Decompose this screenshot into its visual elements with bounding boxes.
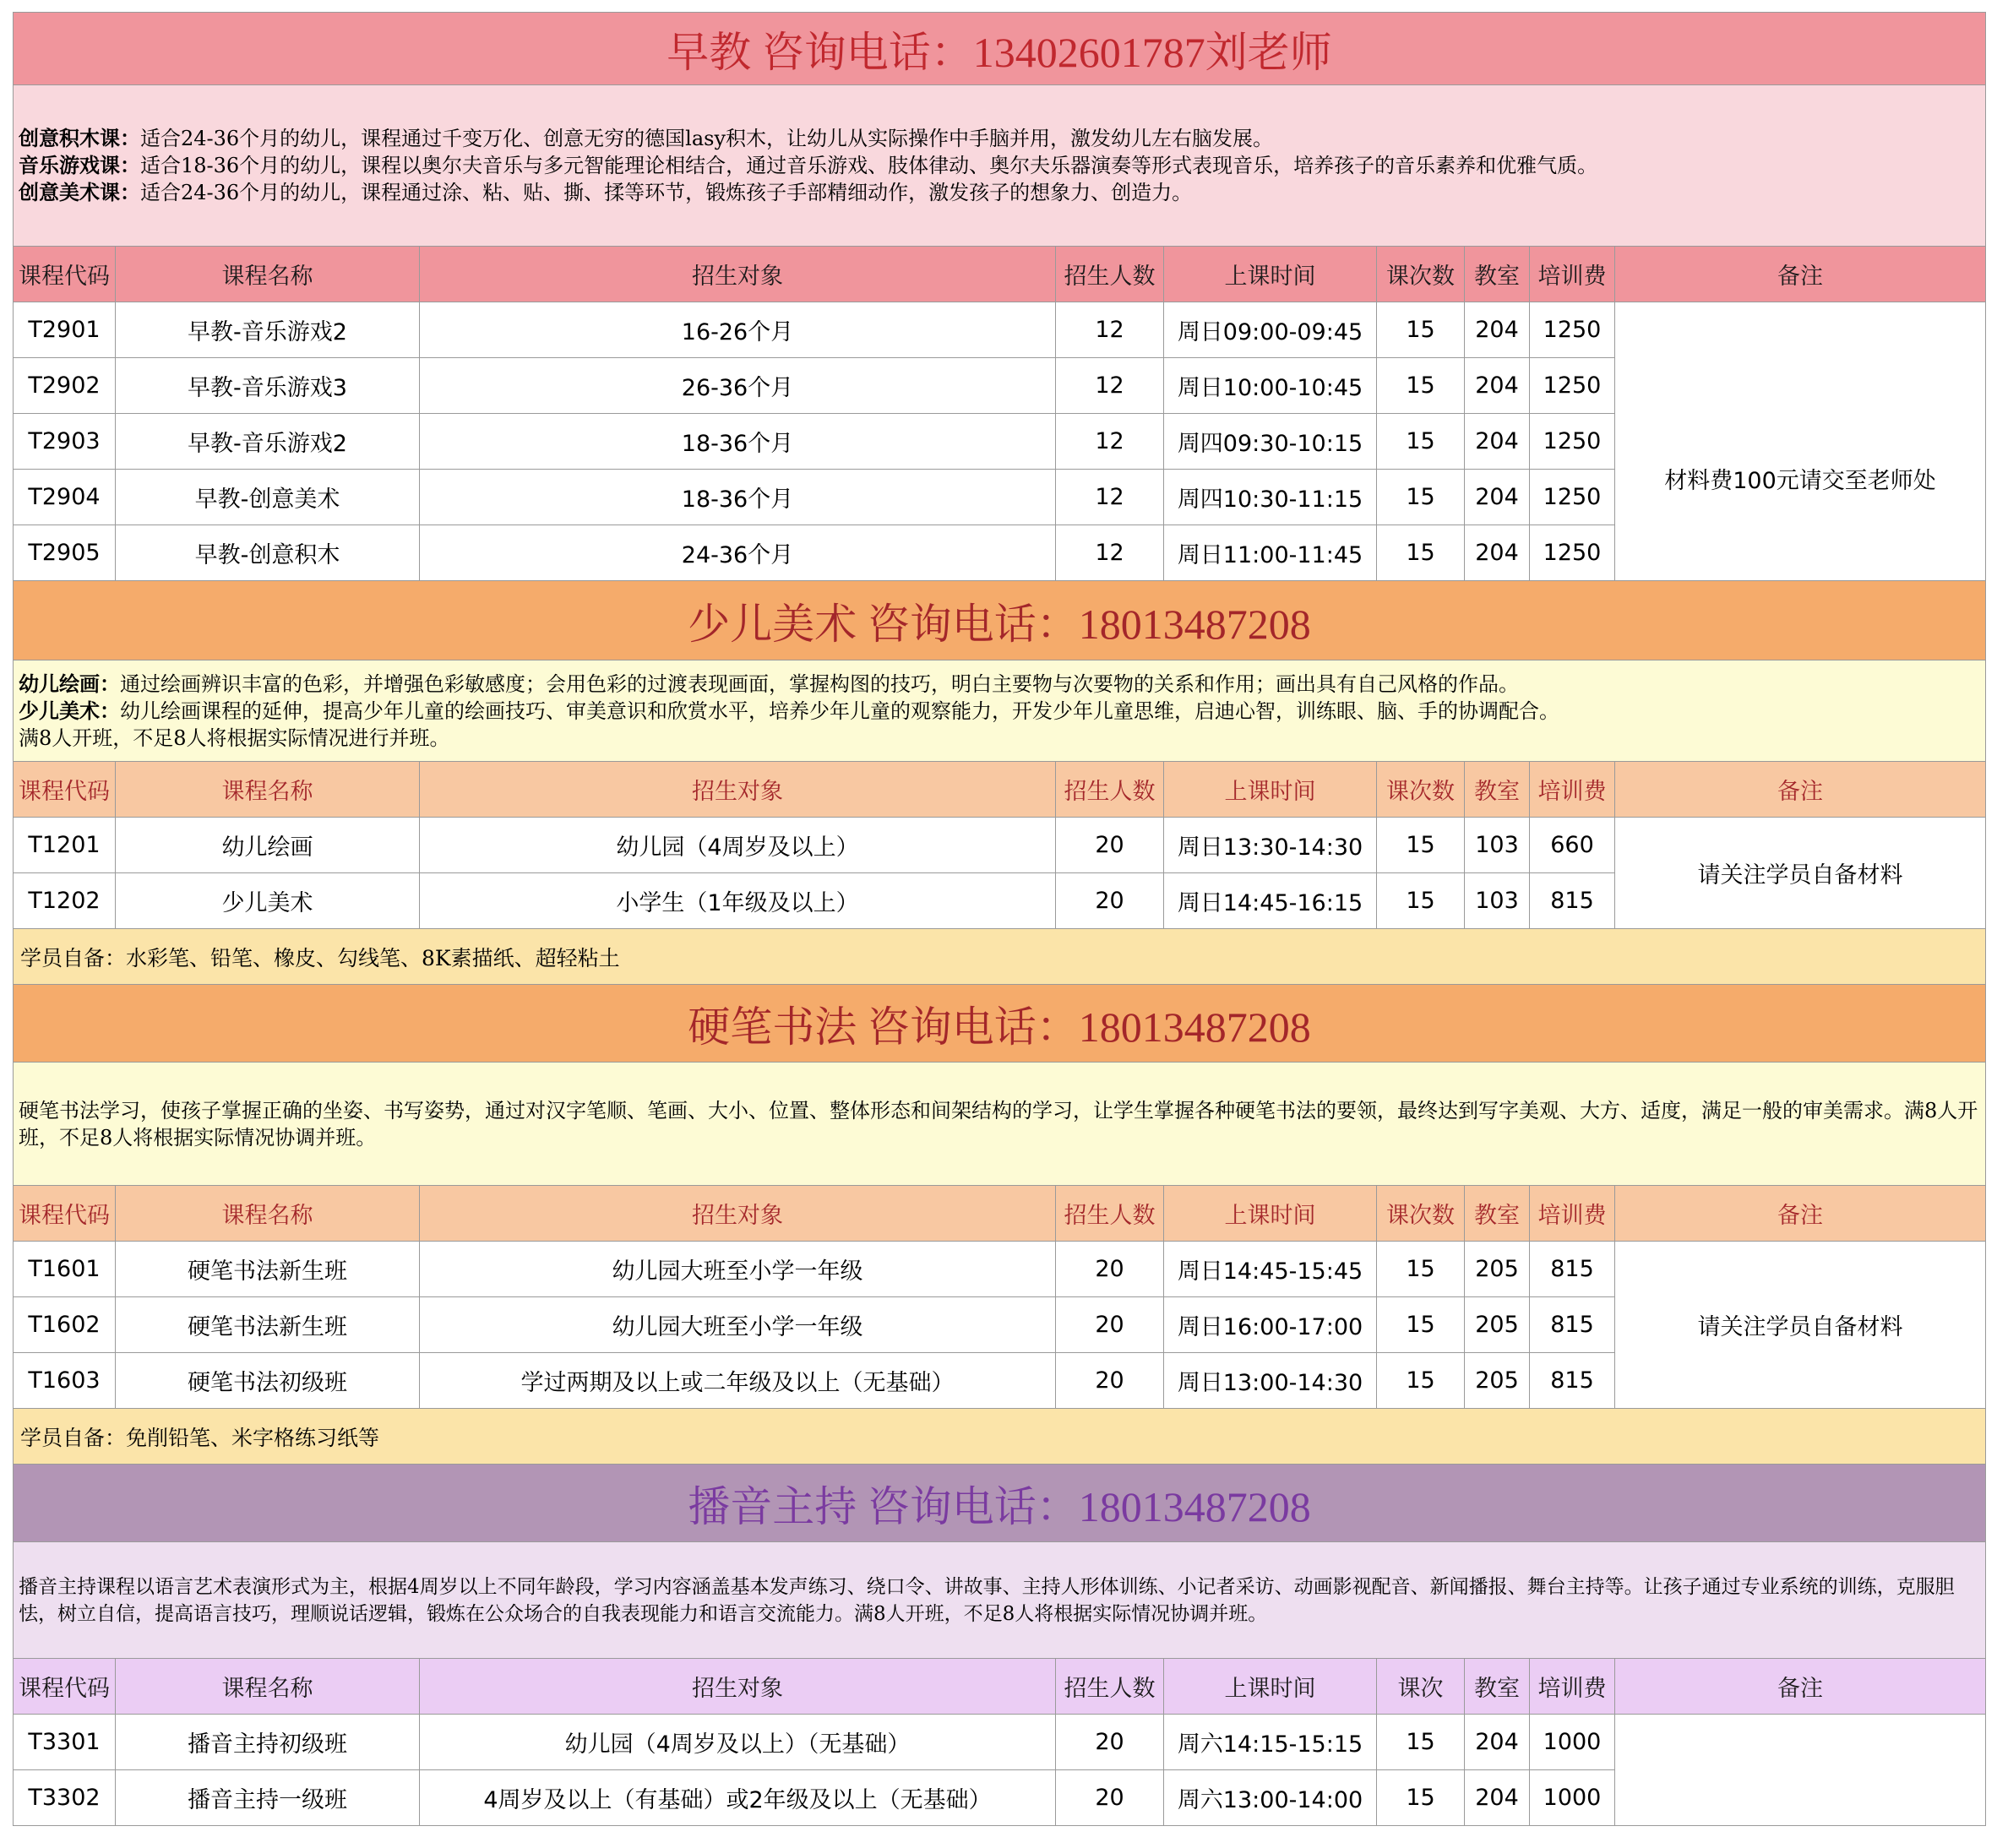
course-code: T2905 xyxy=(14,525,116,581)
fee: 1000 xyxy=(1530,1715,1615,1770)
course-table xyxy=(13,12,1986,1826)
header-cell: 教室 xyxy=(1465,1659,1530,1715)
section-title-row xyxy=(14,581,1986,660)
target-students: 18-36个月 xyxy=(420,414,1056,470)
lesson-count: 15 xyxy=(1377,1297,1465,1353)
classroom: 204 xyxy=(1465,470,1530,525)
lesson-count: 15 xyxy=(1377,470,1465,525)
table-header-row xyxy=(14,1659,1986,1715)
description-line: 创意积木课：适合24-36个月的幼儿，课程通过千变万化、创意无穷的德国lasy积木，让幼儿从实际操作中手脑并用，激发幼儿左右脑发展。 xyxy=(19,126,1274,150)
target-students: 幼儿园（4周岁及以上）（无基础） xyxy=(420,1715,1056,1770)
header-cell: 培训费 xyxy=(1530,762,1615,818)
course-name: 早教-音乐游戏2 xyxy=(116,302,420,358)
section-description xyxy=(14,85,1986,247)
course-schedule-sheet xyxy=(13,12,1985,1826)
table-header-row xyxy=(14,1186,1986,1242)
course-name: 早教-创意美术 xyxy=(116,470,420,525)
fee: 815 xyxy=(1530,1297,1615,1353)
header-cell: 课次数 xyxy=(1377,1186,1465,1242)
lesson-count: 15 xyxy=(1377,873,1465,929)
section-title: 播音主持 咨询电话：18013487208 xyxy=(14,1465,1986,1542)
fee: 815 xyxy=(1530,1242,1615,1297)
header-cell: 上课时间 xyxy=(1164,1659,1377,1715)
section-description xyxy=(14,660,1986,762)
supplies-note: 学员自备：水彩笔、铅笔、橡皮、勾线笔、8K素描纸、超轻粘土 xyxy=(14,929,1986,985)
lesson-count: 15 xyxy=(1377,525,1465,581)
header-cell: 备注 xyxy=(1615,762,1986,818)
class-time: 周日14:45-16:15 xyxy=(1164,873,1377,929)
lesson-count: 15 xyxy=(1377,1715,1465,1770)
class-time: 周六13:00-14:00 xyxy=(1164,1770,1377,1826)
class-time: 周日11:00-11:45 xyxy=(1164,525,1377,581)
course-name: 播音主持一级班 xyxy=(116,1770,420,1826)
table-row xyxy=(14,302,1986,358)
description-line: 创意美术课：适合24-36个月的幼儿，课程通过涂、粘、贴、撕、揉等环节，锻炼孩子手部精细动作，激发孩子的想象力、创造力。 xyxy=(19,180,1193,204)
lesson-count: 15 xyxy=(1377,1353,1465,1409)
fee: 1250 xyxy=(1530,414,1615,470)
lesson-count: 15 xyxy=(1377,1770,1465,1826)
class-time: 周日13:30-14:30 xyxy=(1164,818,1377,873)
header-cell: 招生人数 xyxy=(1056,1186,1164,1242)
class-time: 周四10:30-11:15 xyxy=(1164,470,1377,525)
header-cell: 招生对象 xyxy=(420,1659,1056,1715)
fee: 1250 xyxy=(1530,302,1615,358)
header-cell: 招生对象 xyxy=(420,247,1056,302)
classroom: 204 xyxy=(1465,302,1530,358)
classroom: 205 xyxy=(1465,1297,1530,1353)
classroom: 204 xyxy=(1465,414,1530,470)
fee: 815 xyxy=(1530,1353,1615,1409)
classroom: 204 xyxy=(1465,1715,1530,1770)
target-students: 24-36个月 xyxy=(420,525,1056,581)
course-name: 硬笔书法新生班 xyxy=(116,1242,420,1297)
class-time: 周六14:15-15:15 xyxy=(1164,1715,1377,1770)
course-code: T1202 xyxy=(14,873,116,929)
lesson-count: 15 xyxy=(1377,358,1465,414)
supplies-note: 学员自备：免削铅笔、米字格练习纸等 xyxy=(14,1409,1986,1465)
target-students: 4周岁及以上（有基础）或2年级及以上（无基础） xyxy=(420,1770,1056,1826)
enrollment: 20 xyxy=(1056,818,1164,873)
supplies-row xyxy=(14,929,1986,985)
class-time: 周日16:00-17:00 xyxy=(1164,1297,1377,1353)
header-cell: 课次 xyxy=(1377,1659,1465,1715)
remark-cell xyxy=(1615,302,1986,581)
course-name: 硬笔书法新生班 xyxy=(116,1297,420,1353)
course-name: 早教-音乐游戏2 xyxy=(116,414,420,470)
course-name: 幼儿绘画 xyxy=(116,818,420,873)
table-row xyxy=(14,1242,1986,1297)
fee: 1000 xyxy=(1530,1770,1615,1826)
header-cell: 课程代码 xyxy=(14,1659,116,1715)
course-code: T1201 xyxy=(14,818,116,873)
header-cell: 课程名称 xyxy=(116,762,420,818)
header-cell: 教室 xyxy=(1465,247,1530,302)
section-title: 硬笔书法 咨询电话：18013487208 xyxy=(14,985,1986,1063)
course-code: T2901 xyxy=(14,302,116,358)
classroom: 103 xyxy=(1465,818,1530,873)
target-students: 幼儿园大班至小学一年级 xyxy=(420,1242,1056,1297)
course-code: T2902 xyxy=(14,358,116,414)
class-time: 周日10:00-10:45 xyxy=(1164,358,1377,414)
enrollment: 20 xyxy=(1056,1297,1164,1353)
section-description-row xyxy=(14,1542,1986,1659)
header-cell: 培训费 xyxy=(1530,247,1615,302)
enrollment: 20 xyxy=(1056,1242,1164,1297)
header-cell: 招生对象 xyxy=(420,1186,1056,1242)
header-cell: 教室 xyxy=(1465,762,1530,818)
header-cell: 培训费 xyxy=(1530,1659,1615,1715)
description-line: 满8人开班，不足8人将根据实际情况进行并班。 xyxy=(19,726,450,750)
section-title-row xyxy=(14,13,1986,85)
remark-cell xyxy=(1615,1715,1986,1826)
fee: 815 xyxy=(1530,873,1615,929)
lesson-count: 15 xyxy=(1377,1242,1465,1297)
table-header-row xyxy=(14,247,1986,302)
course-code: T3302 xyxy=(14,1770,116,1826)
table-header-row xyxy=(14,762,1986,818)
target-students: 幼儿园（4周岁及以上） xyxy=(420,818,1056,873)
header-cell: 课程名称 xyxy=(116,247,420,302)
section-description xyxy=(14,1542,1986,1659)
header-cell: 课次数 xyxy=(1377,762,1465,818)
course-code: T1602 xyxy=(14,1297,116,1353)
description-line: 音乐游戏课：适合18-36个月的幼儿，课程以奥尔夫音乐与多元智能理论相结合，通过音乐游戏、肢体律动、奥尔夫乐器演奏等形式表现音乐，培养孩子的音乐素养和优雅气质。 xyxy=(19,153,1598,177)
course-code: T3301 xyxy=(14,1715,116,1770)
section-description xyxy=(14,1063,1986,1186)
classroom: 205 xyxy=(1465,1353,1530,1409)
class-time: 周四09:30-10:15 xyxy=(1164,414,1377,470)
target-students: 16-26个月 xyxy=(420,302,1056,358)
section-description-row xyxy=(14,660,1986,762)
header-cell: 招生对象 xyxy=(420,762,1056,818)
course-code: T2904 xyxy=(14,470,116,525)
header-cell: 课程名称 xyxy=(116,1186,420,1242)
enrollment: 12 xyxy=(1056,525,1164,581)
header-cell: 课次数 xyxy=(1377,247,1465,302)
course-code: T2903 xyxy=(14,414,116,470)
header-cell: 课程代码 xyxy=(14,1186,116,1242)
header-cell: 课程代码 xyxy=(14,762,116,818)
classroom: 103 xyxy=(1465,873,1530,929)
class-time: 周日14:45-15:45 xyxy=(1164,1242,1377,1297)
course-name: 播音主持初级班 xyxy=(116,1715,420,1770)
target-students: 18-36个月 xyxy=(420,470,1056,525)
lesson-count: 15 xyxy=(1377,302,1465,358)
course-name: 硬笔书法初级班 xyxy=(116,1353,420,1409)
classroom: 204 xyxy=(1465,525,1530,581)
description-line: 幼儿绘画：通过绘画辨识丰富的色彩，并增强色彩敏感度；会用色彩的过渡表现画面，掌握构图的技巧，明白主要物与次要物的关系和作用；画出具有自己风格的作品。 xyxy=(19,671,1519,696)
class-time: 周日09:00-09:45 xyxy=(1164,302,1377,358)
description-line: 播音主持课程以语言艺术表演形式为主，根据4周岁以上不同年龄段，学习内容涵盖基本发声练习、绕口令、讲故事、主持人形体训练、小记者采访、动画影视配音、新闻播报、舞台主持等。让孩子通过专业系统的训练，克服胆怯，树立自信，提高语言技巧，理顺说话逻辑，锻炼在公众场合的自我表现能力和语言交流能力。满8人开班，不足8人将根据实际情况协调并班。 xyxy=(19,1575,1955,1625)
course-name: 少儿美术 xyxy=(116,873,420,929)
enrollment: 12 xyxy=(1056,414,1164,470)
course-code: T1603 xyxy=(14,1353,116,1409)
table-row xyxy=(14,818,1986,873)
section-description-row xyxy=(14,1063,1986,1186)
course-code: T1601 xyxy=(14,1242,116,1297)
header-cell: 招生人数 xyxy=(1056,247,1164,302)
table-row xyxy=(14,1715,1986,1770)
course-name: 早教-创意积木 xyxy=(116,525,420,581)
target-students: 幼儿园大班至小学一年级 xyxy=(420,1297,1056,1353)
fee: 660 xyxy=(1530,818,1615,873)
class-time: 周日13:00-14:30 xyxy=(1164,1353,1377,1409)
lesson-count: 15 xyxy=(1377,414,1465,470)
remark-cell: 请关注学员自备材料 xyxy=(1615,818,1986,929)
header-cell: 上课时间 xyxy=(1164,247,1377,302)
header-cell: 招生人数 xyxy=(1056,1659,1164,1715)
header-cell: 课程名称 xyxy=(116,1659,420,1715)
section-title: 早教 咨询电话：13402601787刘老师 xyxy=(14,13,1986,85)
enrollment: 12 xyxy=(1056,358,1164,414)
lesson-count: 15 xyxy=(1377,818,1465,873)
classroom: 205 xyxy=(1465,1242,1530,1297)
section-title: 少儿美术 咨询电话：18013487208 xyxy=(14,581,1986,660)
enrollment: 20 xyxy=(1056,1353,1164,1409)
header-cell: 备注 xyxy=(1615,1659,1986,1715)
header-cell: 上课时间 xyxy=(1164,1186,1377,1242)
classroom: 204 xyxy=(1465,1770,1530,1826)
section-title-row xyxy=(14,1465,1986,1542)
header-cell: 备注 xyxy=(1615,1186,1986,1242)
enrollment: 12 xyxy=(1056,302,1164,358)
course-name: 早教-音乐游戏3 xyxy=(116,358,420,414)
fee: 1250 xyxy=(1530,358,1615,414)
enrollment: 20 xyxy=(1056,1770,1164,1826)
target-students: 学过两期及以上或二年级及以上（无基础） xyxy=(420,1353,1056,1409)
header-cell: 招生人数 xyxy=(1056,762,1164,818)
remark-text: 材料费100元请交至老师处 xyxy=(1664,468,1936,494)
header-cell: 培训费 xyxy=(1530,1186,1615,1242)
enrollment: 12 xyxy=(1056,470,1164,525)
classroom: 204 xyxy=(1465,358,1530,414)
remark-cell: 请关注学员自备材料 xyxy=(1615,1242,1986,1409)
supplies-row xyxy=(14,1409,1986,1465)
header-cell: 备注 xyxy=(1615,247,1986,302)
description-line: 少儿美术：幼儿绘画课程的延伸，提高少年儿童的绘画技巧、审美意识和欣赏水平，培养少年儿童的观察能力，开发少年儿童思维，启迪心智，训练眼、脑、手的协调配合。 xyxy=(19,698,1559,723)
header-cell: 教室 xyxy=(1465,1186,1530,1242)
enrollment: 20 xyxy=(1056,873,1164,929)
enrollment: 20 xyxy=(1056,1715,1164,1770)
description-line: 硬笔书法学习，使孩子掌握正确的坐姿、书写姿势，通过对汉字笔顺、笔画、大小、位置、整体形态和间架结构的学习，让学生掌握各种硬笔书法的要领，最终达到写字美观、大方、适度，满足一般的审美需求。满8人开班，不足8人将根据实际情况协调并班。 xyxy=(19,1098,1978,1150)
fee: 1250 xyxy=(1530,525,1615,581)
target-students: 小学生（1年级及以上） xyxy=(420,873,1056,929)
target-students: 26-36个月 xyxy=(420,358,1056,414)
section-description-row xyxy=(14,85,1986,247)
header-cell: 课程代码 xyxy=(14,247,116,302)
fee: 1250 xyxy=(1530,470,1615,525)
section-title-row xyxy=(14,985,1986,1063)
header-cell: 上课时间 xyxy=(1164,762,1377,818)
